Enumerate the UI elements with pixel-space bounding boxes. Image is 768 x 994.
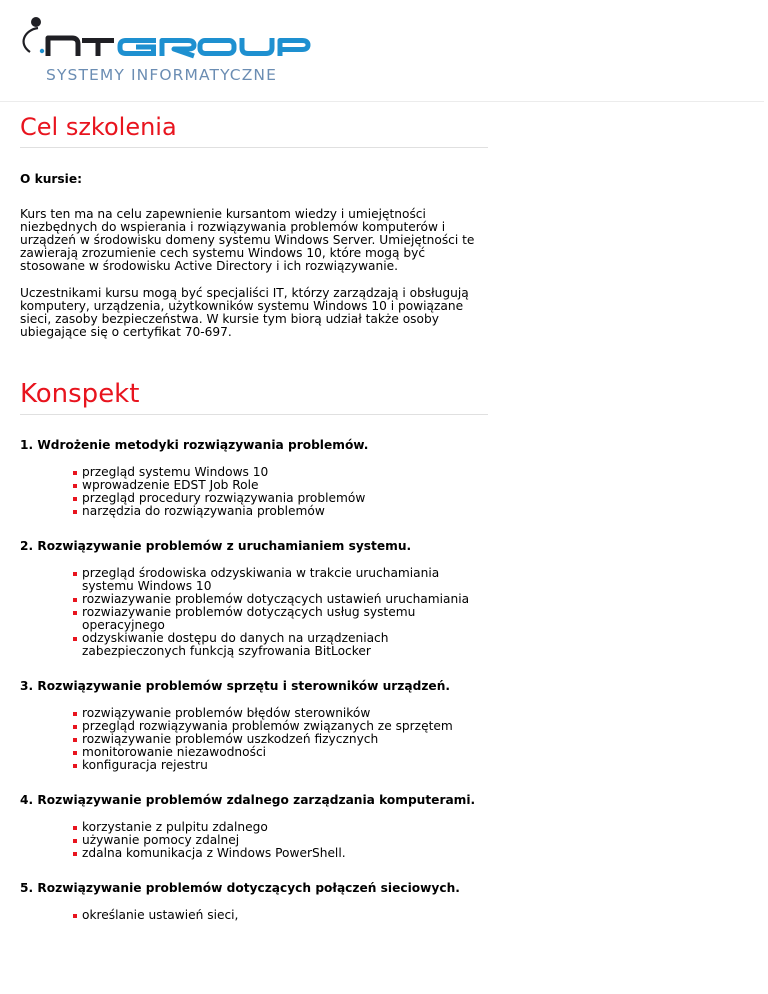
section-divider <box>20 414 488 415</box>
logo-letter-o <box>200 41 234 54</box>
section-title-cel-szkolenia: Cel szkolenia <box>20 113 177 141</box>
list-item: przegląd rozwiązywania problemów związanych ze sprzętem <box>82 720 478 733</box>
list-item: odzyskiwanie dostępu do danych na urządzeniach zabezpieczonych funkcją szyfrowania BitLocker <box>82 632 478 658</box>
list-item: wprowadzenie EDST Job Role <box>82 479 478 492</box>
module-topic-list <box>20 567 490 658</box>
list-item: określanie ustawień sieci, <box>82 909 478 922</box>
logo-letter-r <box>162 41 194 57</box>
module-title: 3. Rozwiązywanie problemów sprzętu i sterowników urządzeń. <box>20 679 451 694</box>
logo-orbit-dot <box>31 17 41 27</box>
module-title: 5. Rozwiązywanie problemów dotyczących połączeń sieciowych. <box>20 881 460 896</box>
section-title-konspekt: Konspekt <box>20 378 140 409</box>
module-3 <box>20 680 490 772</box>
logo-letter-u <box>242 38 272 54</box>
list-item: zdalna komunikacja z Windows PowerShell. <box>82 847 478 860</box>
module-4 <box>20 794 490 860</box>
module-topic-list <box>20 821 490 860</box>
list-item: rozwiązywanie problemów uszkodzeń fizycznych <box>82 733 478 746</box>
logo-letter-p <box>280 41 308 57</box>
intro-paragraph-1: Kurs ten ma na celu zapewnienie kursantom wiedzy i umiejętności niezbędnych do wspierania i rozwiązywania problemów komputerów i urządzeń w środowisku domeny systemu Windows Server. Umiejętności te zawierają zrozumienie cech systemu Windows 10, które mogą być stosowane w środowisku Active Directory i ich rozwiązywanie. <box>20 206 475 273</box>
header-divider <box>0 101 764 102</box>
logo-tagline: SYSTEMY INFORMATYCZNE <box>46 66 278 84</box>
list-item: rozwiazywanie problemów dotyczących ustawień uruchamiania <box>82 593 478 606</box>
module-5 <box>20 882 490 922</box>
list-item: konfiguracja rejestru <box>82 759 478 772</box>
list-item: rozwiązywanie problemów błędów sterowników <box>82 707 478 720</box>
list-item: przegląd procedury rozwiązywania problemów <box>82 492 478 505</box>
list-item: rozwiazywanie problemów dotyczących usług systemu operacyjnego <box>82 606 478 632</box>
logo-accent-dot <box>40 49 44 53</box>
list-item: przegląd środowiska odzyskiwania w trakcie uruchamiania systemu Windows 10 <box>82 567 478 593</box>
company-logo[interactable] <box>16 14 316 86</box>
logo-letter-n <box>48 38 78 56</box>
main-content <box>20 114 490 922</box>
list-item: monitorowanie niezawodności <box>82 746 478 759</box>
logo-orbit-arc <box>24 28 38 52</box>
list-item: przegląd systemu Windows 10 <box>82 466 478 479</box>
module-topic-list <box>20 707 490 772</box>
logo-letter-g <box>120 41 156 54</box>
module-topic-list <box>20 466 490 518</box>
module-topic-list <box>20 909 490 922</box>
module-title: 4. Rozwiązywanie problemów zdalnego zarządzania komputerami. <box>20 793 476 808</box>
list-item: narzędzia do rozwiązywania problemów <box>82 505 478 518</box>
module-2 <box>20 540 490 658</box>
module-title: 2. Rozwiązywanie problemów z uruchamianiem systemu. <box>20 539 412 554</box>
list-item: używanie pomocy zdalnej <box>82 834 478 847</box>
intro-paragraph-2: Uczestnikami kursu mogą być specjaliści IT, którzy zarządzają i obsługują komputery, urządzenia, użytkowników systemu Windows 10 i powiązane sieci, zasoby bezpieczeństwa. W kursie tym biorą udział także osoby ubiegające się o certyfikat 70-697. <box>20 285 469 339</box>
ntgroup-logo-graphic <box>16 14 316 86</box>
module-title: 1. Wdrożenie metodyki rozwiązywania problemów. <box>20 438 369 453</box>
logo-letter-t <box>82 41 114 57</box>
section-divider <box>20 147 488 148</box>
list-item: korzystanie z pulpitu zdalnego <box>82 821 478 834</box>
module-1 <box>20 439 490 518</box>
about-course-label: O kursie: <box>20 171 82 186</box>
